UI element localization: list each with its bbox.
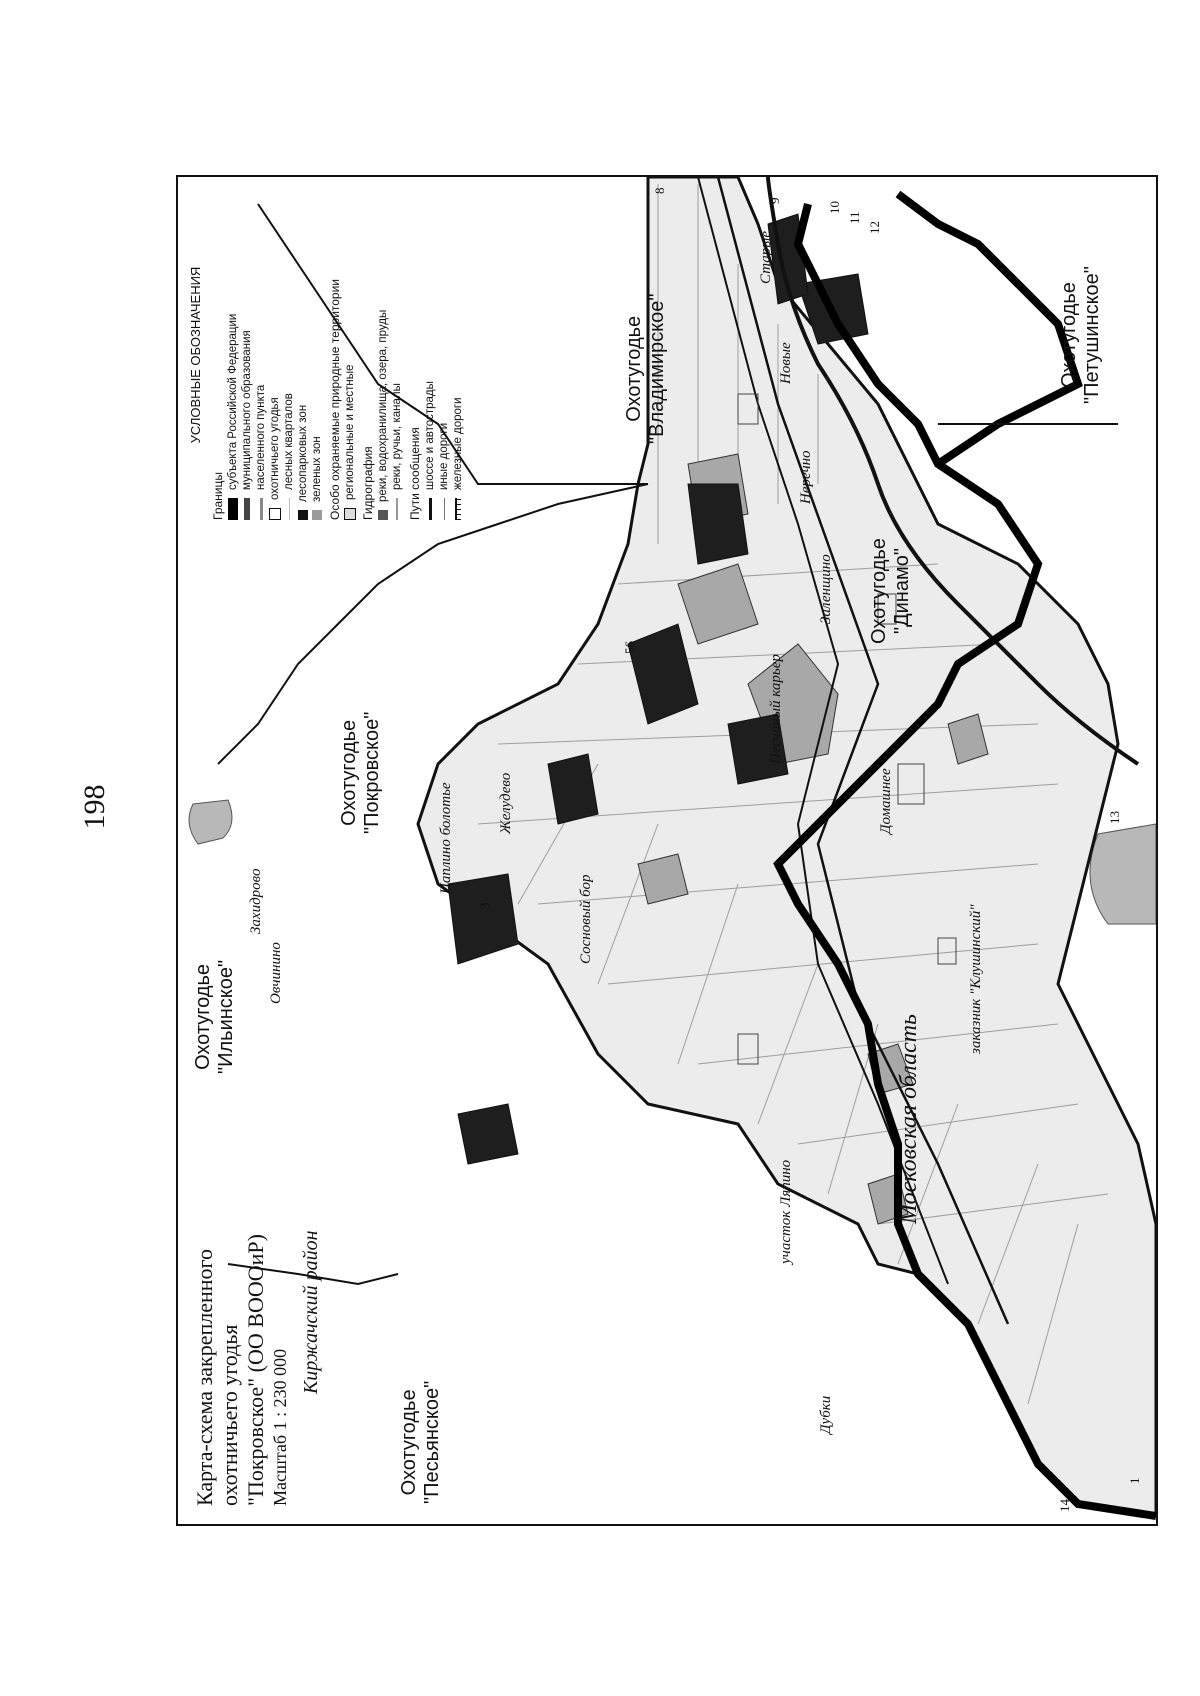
legend-swatch-streams: [396, 498, 398, 520]
zone-petushinskoe: [1058, 266, 1104, 404]
legend-row-streams: [391, 190, 403, 520]
map-legend: [188, 190, 466, 520]
zone-pokrovskoe: [338, 712, 384, 834]
page-number: 198: [78, 784, 111, 830]
legend-row-forest-park: [297, 190, 309, 520]
zone-pokrovskoe-line1: Охотугодье: [338, 719, 360, 826]
zone-dinamo-line1: Охотугодье: [868, 538, 890, 644]
legend-row-forest-quarters: [283, 190, 295, 520]
place-nerechno: Неречно: [798, 450, 814, 504]
legend-swatch-lakes: [378, 510, 388, 520]
point-number-56: 56: [622, 641, 637, 654]
zone-vladimirskoe: [623, 294, 669, 444]
place-tsaplino: Цаплино болотье: [438, 782, 454, 894]
point-number-9: 9: [767, 197, 782, 204]
point-number-14: 14: [1057, 1499, 1072, 1512]
legend-label-lakes: реки, водохранилища, озера, пруды: [377, 309, 389, 502]
place-zaleshchino: Заленщино: [818, 554, 834, 624]
legend-row-hunting: [269, 190, 281, 520]
legend-label-forest-park: лесопарковых зон: [297, 404, 309, 502]
point-number-8: 8: [652, 187, 667, 194]
map-title-line-2: охотничьего угодья: [217, 1324, 243, 1506]
legend-swatch-forest-park: [298, 510, 308, 520]
map-title-line-1: Карта-схема закрепленного: [192, 1248, 217, 1506]
place-domashnee: Домашнее: [878, 768, 894, 834]
legend-row-regional: [344, 190, 356, 520]
zone-ilyinskoe-line2: "Ильинское": [215, 959, 237, 1074]
legend-label-streams: реки, ручьи, каналы: [391, 383, 403, 490]
legend-label-hunting: охотничьего угодья: [269, 397, 281, 500]
legend-row-other-roads: [438, 190, 450, 520]
map-frame: [176, 175, 1158, 1526]
legend-group-borders: Границы: [211, 472, 225, 520]
legend-row-green: [311, 190, 323, 520]
legend-swatch-hunting: [269, 508, 281, 520]
district-label: Киржачский район: [300, 1230, 322, 1394]
legend-swatch-forest-quarters: [289, 498, 290, 520]
map-title-line-3: "Покровское" (ОО ВОООиР): [242, 1234, 268, 1506]
point-number-12: 12: [867, 221, 882, 234]
legend-group-transport: Пути сообщения: [408, 427, 422, 520]
place-zheludevo: Желудево: [498, 772, 514, 834]
zone-pesyanskoe-line1: Охотугодье: [398, 1389, 420, 1496]
legend-swatch-municipal: [244, 498, 250, 520]
zone-petushinskoe-line1: Охотугодье: [1058, 282, 1080, 389]
legend-swatch-green: [312, 510, 322, 520]
place-zakaznik: заказник "Клушинский": [968, 904, 984, 1054]
legend-label-railways: железные дороги: [452, 397, 464, 490]
zone-pokrovskoe-line2: "Покровское": [361, 711, 383, 834]
place-dubki: Дубки: [818, 1395, 834, 1434]
place-sosnovy-bor: Сосновый бор: [578, 874, 594, 964]
point-number-3: 3: [477, 902, 492, 909]
legend-row-municipal: [241, 190, 253, 520]
place-staryye: Старые: [758, 230, 774, 284]
zone-vladimirskoe-line2: "Владимирское": [646, 293, 668, 444]
point-number-1: 1: [1127, 1477, 1142, 1484]
rotated-map-sheet: [178, 177, 1156, 1524]
zone-dinamo-line2: "Динамо": [891, 548, 913, 635]
point-number-11: 11: [847, 211, 862, 224]
zone-vladimirskoe-line1: Охотугодье: [623, 315, 645, 422]
region-label: Московская область: [896, 1014, 922, 1224]
legend-label-regional: региональные и местные: [344, 364, 356, 500]
legend-group-protected: Особо охраняемые природные территории: [328, 278, 342, 520]
legend-row-highways: [424, 190, 436, 520]
legend-label-municipal: муниципального образования: [241, 330, 253, 490]
legend-row-settlement: [255, 190, 267, 520]
zone-ilyinskoe-line1: Охотугодье: [192, 963, 214, 1070]
point-number-13: 13: [1107, 811, 1122, 824]
place-novye: Новые: [778, 342, 794, 384]
legend-label-settlement: населенного пункта: [255, 384, 267, 490]
map-title: [192, 1234, 291, 1506]
zone-pesyanskoe: [398, 1381, 444, 1504]
map-scale: Масштаб 1 : 230 000: [269, 1348, 290, 1506]
point-number-10: 10: [827, 201, 842, 214]
legend-label-highways: шоссе и автострады: [424, 381, 436, 490]
legend-label-other-roads: иные дороги: [438, 422, 450, 490]
place-ovchinnino: Овчинино: [268, 942, 284, 1004]
zone-dinamo: [868, 538, 914, 644]
zone-pesyanskoe-line2: "Песьянское": [421, 1380, 443, 1504]
legend-title: УСЛОВНЫЕ ОБОЗНАЧЕНИЯ: [188, 266, 203, 444]
place-uchastok: участок Ляпино: [778, 1159, 794, 1264]
legend-group-hydro: Гидрография: [361, 446, 375, 520]
legend-row-lakes: [377, 190, 389, 520]
zone-petushinskoe-line2: "Петушинское": [1081, 266, 1103, 404]
legend-swatch-regional: [344, 508, 356, 520]
legend-label-green: зеленых зон: [311, 436, 323, 502]
legend-row-railways: [452, 190, 464, 520]
zone-ilyinskoe: [192, 960, 238, 1074]
legend-swatch-other-roads: [444, 498, 445, 520]
place-peschany: Песчаный карьер: [768, 654, 784, 764]
legend-swatch-settlement: [260, 498, 263, 520]
legend-label-subject: субъекта Российской Федерации: [227, 313, 239, 490]
legend-swatch-subject: [228, 498, 238, 520]
legend-swatch-highways: [429, 498, 432, 520]
legend-swatch-railways: [455, 498, 461, 520]
legend-row-subject: [227, 190, 239, 520]
place-zakhidrovo: Захидрово: [248, 868, 264, 934]
legend-label-forest-quarters: лесных кварталов: [283, 393, 295, 490]
